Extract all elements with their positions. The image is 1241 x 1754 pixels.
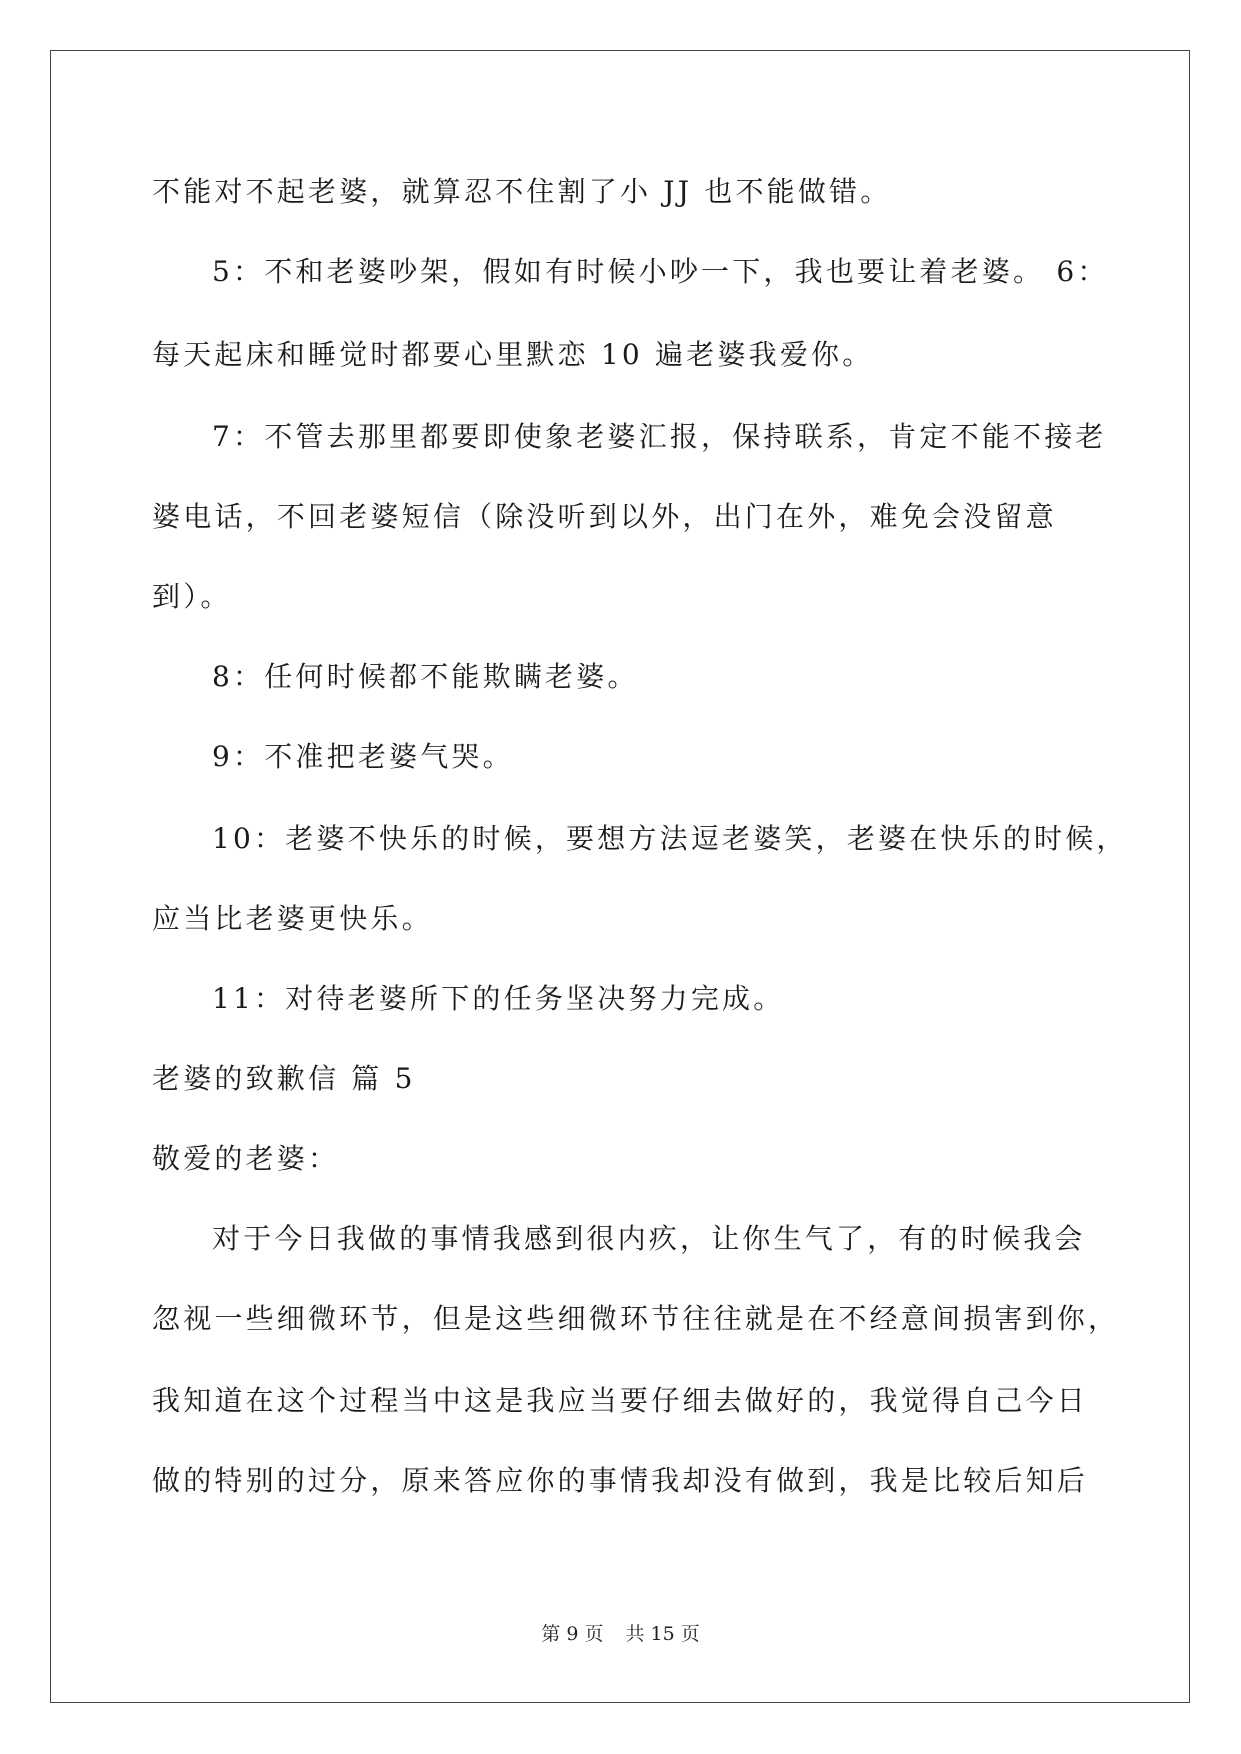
section-heading: 老婆的致歉信 篇 5 [152,1062,416,1095]
text-line: 8：任何时候都不能欺瞒老婆。 [212,660,639,693]
text-line: 忽视一些细微环节，但是这些细微环节往往就是在不经意间损害到你， [152,1302,1120,1335]
text-line: 我知道在这个过程当中这是我应当要仔细去做好的，我觉得自己今日 [152,1384,1089,1417]
text-line: 7：不管去那里都要即使象老婆汇报，保持联系，肯定不能不接老 [212,420,1107,453]
text-line: 做的特别的过分，原来答应你的事情我却没有做到，我是比较后知后 [152,1464,1089,1497]
salutation: 敬爱的老婆： [152,1142,340,1175]
text-line: 11：对待老婆所下的任务坚决努力完成。 [212,982,785,1015]
text-line: 应当比老婆更快乐。 [152,902,433,935]
text-line: 5：不和老婆吵架，假如有时候小吵一下，我也要让着老婆。 6： [212,255,1109,288]
page-total: 共 15 页 [625,1623,700,1645]
page-border [50,50,1190,1703]
text-line: 对于今日我做的事情我感到很内疚，让你生气了，有的时候我会 [212,1222,1086,1255]
page-footer [0,1622,1241,1646]
text-line: 每天起床和睡觉时都要心里默恋 10 遍老婆我爱你。 [152,338,874,371]
page-number: 第 9 页 [541,1623,604,1645]
text-line: 10：老婆不快乐的时候，要想方法逗老婆笑，老婆在快乐的时候， [212,822,1128,855]
text-line: 婆电话，不回老婆短信（除没听到以外，出门在外，难免会没留意 [152,500,1057,533]
text-line: 9：不准把老婆气哭。 [212,740,514,773]
text-line: 到）。 [152,580,232,613]
text-line: 不能对不起老婆，就算忍不住割了小 JJ 也不能做错。 [152,175,892,208]
